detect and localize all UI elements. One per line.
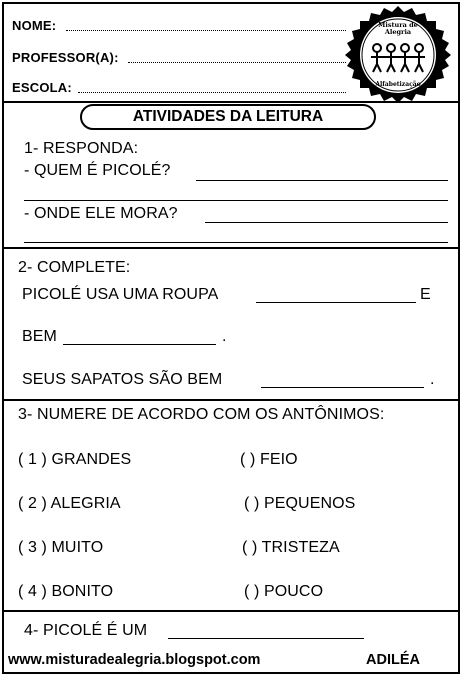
q3-left-item: ( 2 ) ALEGRIA: [18, 495, 121, 512]
seal-icon: [341, 4, 455, 104]
q3-right-item[interactable]: ( ) FEIO: [240, 451, 298, 468]
q3-right-item[interactable]: ( ) TRISTEZA: [242, 539, 340, 556]
q3-heading: 3- NUMERE DE ACORDO COM OS ANTÔNIMOS:: [18, 406, 385, 423]
name-field[interactable]: [66, 30, 346, 31]
q2-blank-3[interactable]: [261, 387, 424, 388]
q3-right-item[interactable]: ( ) PEQUENOS: [244, 495, 356, 512]
q1-question-a: - QUEM É PICOLÉ?: [24, 162, 171, 179]
q2-line2-text: BEM: [22, 328, 57, 345]
q2-line3-text: SEUS SAPATOS SÃO BEM: [22, 371, 223, 388]
q2-heading: 2- COMPLETE:: [18, 259, 131, 276]
q1-answer-line-b2[interactable]: [24, 242, 448, 243]
teacher-field[interactable]: [128, 62, 346, 63]
section-divider-2: [2, 399, 460, 401]
q1-question-b: - ONDE ELE MORA?: [24, 205, 178, 222]
q2-line1-text: PICOLÉ USA UMA ROUPA: [22, 286, 219, 303]
q2-line1-end: E: [420, 286, 431, 303]
q1-answer-line-a1[interactable]: [196, 180, 448, 181]
logo-seal: [341, 4, 455, 104]
q4-text: 4- PICOLÉ É UM: [24, 622, 148, 639]
section-divider-1: [2, 247, 460, 249]
q1-answer-line-a2[interactable]: [24, 200, 448, 201]
section-divider-3: [2, 610, 460, 612]
q3-left-item: ( 4 ) BONITO: [18, 583, 114, 600]
q2-line3-end: .: [430, 371, 435, 388]
q2-blank-1[interactable]: [256, 302, 416, 303]
logo-title: Mistura de Alegria: [378, 21, 418, 36]
school-label: ESCOLA:: [12, 80, 72, 95]
q3-left-item: ( 3 ) MUITO: [18, 539, 104, 556]
name-label: NOME:: [12, 18, 57, 33]
logo-subtitle: Alfabetização: [375, 81, 421, 88]
school-field[interactable]: [78, 92, 346, 93]
header-divider: [2, 101, 460, 103]
footer-author: ADILÉA: [366, 652, 420, 668]
teacher-label: PROFESSOR(A):: [12, 50, 119, 65]
q1-answer-line-b1[interactable]: [205, 222, 448, 223]
q2-blank-2[interactable]: [63, 344, 216, 345]
page-title: ATIVIDADES DA LEITURA: [80, 104, 376, 130]
q2-line2-end: .: [222, 328, 227, 345]
footer-url[interactable]: www.misturadealegria.blogspot.com: [8, 652, 261, 668]
q3-left-item: ( 1 ) GRANDES: [18, 451, 132, 468]
q1-heading: 1- RESPONDA:: [24, 140, 139, 157]
q3-right-item[interactable]: ( ) POUCO: [244, 583, 324, 600]
q4-blank[interactable]: [168, 638, 364, 639]
